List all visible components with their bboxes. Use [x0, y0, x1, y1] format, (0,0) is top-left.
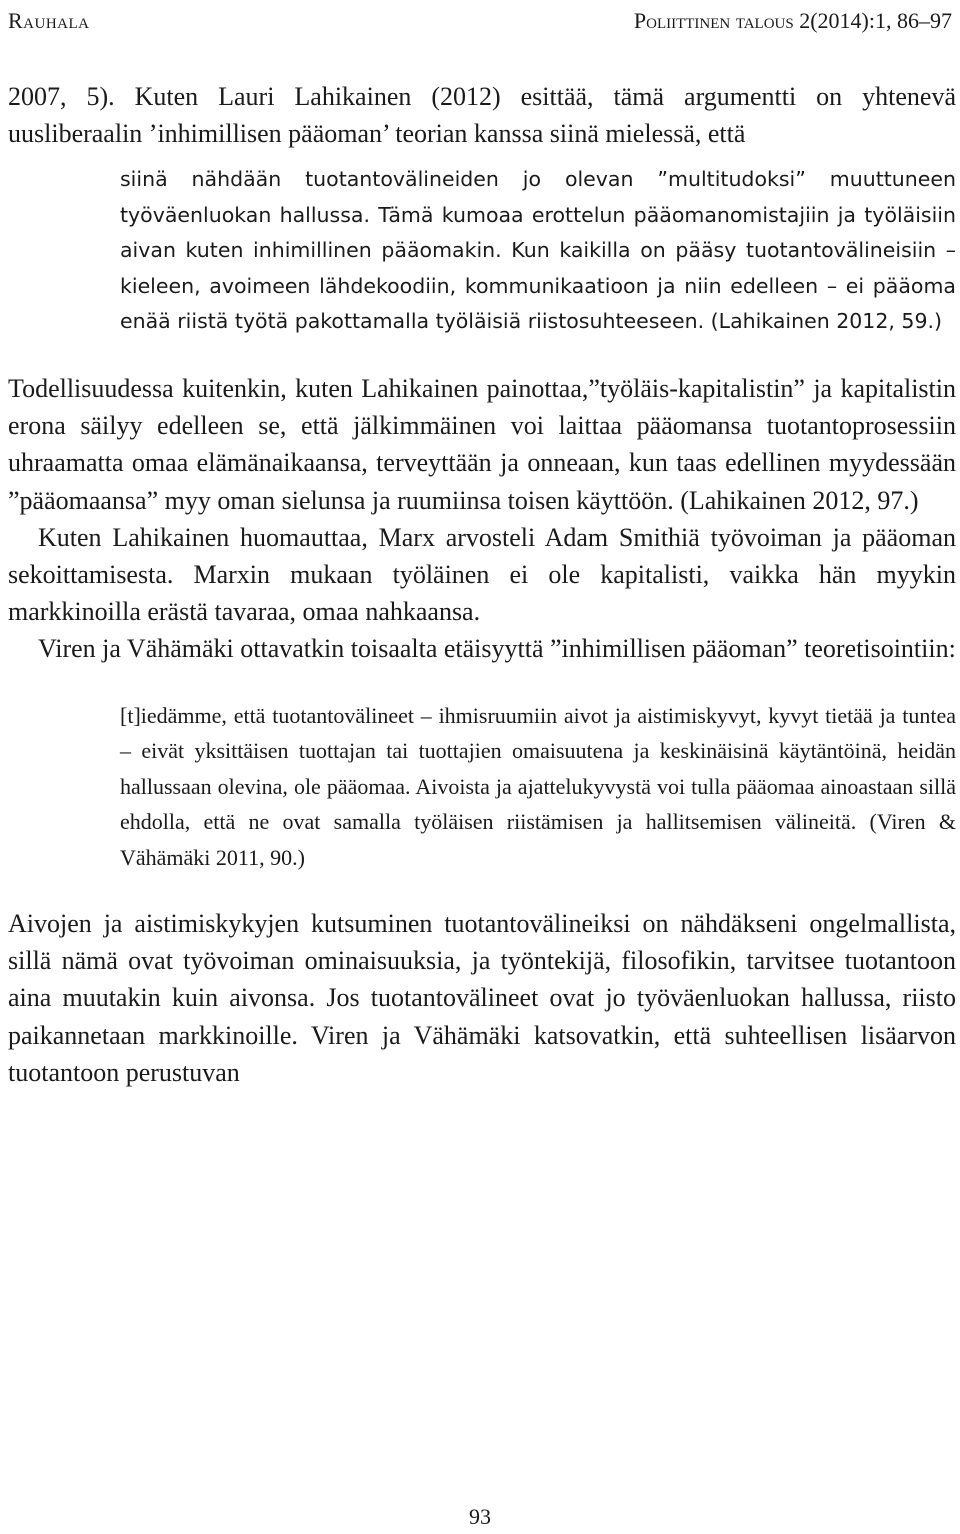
header-journal: Poliittinen talous 2(2014):1, 86–97	[633, 8, 952, 33]
paragraph-3: Kuten Lahikainen huomauttaa, Marx arvosteli Adam Smithiä työvoiman ja pääoman sekoittamisesta. Marxin mukaan työläinen ei ole kapitalisti, vaikka hän myykin markkinoilla erästä tavaraa, omaa nahkaansa.	[8, 522, 956, 627]
paragraph-1: 2007, 5). Kuten Lauri Lahikainen (2012) esittää, tämä argumentti on yhtenevä uusliberaalin ’inhimillisen pääoman’ teorian kanssa siinä mielessä, että	[8, 82, 956, 149]
block-quote-lahikainen: siinä nähdään tuotantovälineiden jo olevan ”multitudoksi” muuttuneen työväenluokan hallussa. Tämä kumoaa erottelun pääomanomistajiin ja työläisiin aivan kuten inhimillinen pääomakin. Kun kaikilla on pääsy tuotantovälineisiin – kieleen, avoimeen lähdekoodiin, kommunikaatioon ja niin edelleen – ei pääoma enää riistä työtä pakottamalla työläisiä riistosuhteeseen. (Lahikainen 2012, 59.)	[120, 167, 956, 334]
paragraph-5: Aivojen ja aistimiskykyjen kutsuminen tuotantovälineiksi on nähdäkseni ongelmallista, sillä nämä ovat työvoiman ominaisuuksia, ja työntekijä, filosofikin, tarvitsee tuotantoon aina muutakin kuin aivonsa. Jos tuotantovälineet ovat jo työväenluokan hallussa, riisto paikannetaan markkinoille. Viren ja Vähämäki katsovatkin, että suhteellisen lisäarvon tuotantoon perustuvan	[8, 909, 956, 1087]
paragraph-4: Viren ja Vähämäki ottavatkin toisaalta etäisyyttä ”inhimillisen pääoman” teoretisointiin:	[38, 634, 956, 664]
paragraph-2: Todellisuudessa kuitenkin, kuten Lahikainen painottaa,”työläis-kapitalistin” ja kapitalistin erona säilyy edelleen se, että jälkimmäinen voi laittaa pääomansa tuotantoprosessiin uhraamatta omaa elämänaikaansa, terveyttään ja onneaan, kun taas edellinen myydessään ”pääomaansa” myy oman sielunsa ja ruumiinsa toisen käyttöön. (Lahikainen 2012, 97.)	[8, 373, 956, 515]
block-quote-viren: [t]iedämme, että tuotantovälineet – ihmisruumiin aivot ja aistimiskyvyt, kyvyt tietää ja tuntea – eivät yksittäisen tuottajan tai tuottajien omaisuutena ja keskinäisinä käytäntöinä, heidän hallussaan olevina, ole pääomaa. Aivoista ja ajattelukyvystä voi tulla pääomaa ainoastaan sillä ehdolla, että ne ovat samalla työläisen riistämisen ja hallitsemisen välineitä. (Viren & Vähämäki 2011, 90.)	[120, 702, 956, 870]
running-header	[8, 8, 952, 38]
article-body	[8, 78, 956, 1091]
page-number: 93	[469, 1504, 491, 1529]
header-author: Rauhala	[8, 8, 90, 33]
